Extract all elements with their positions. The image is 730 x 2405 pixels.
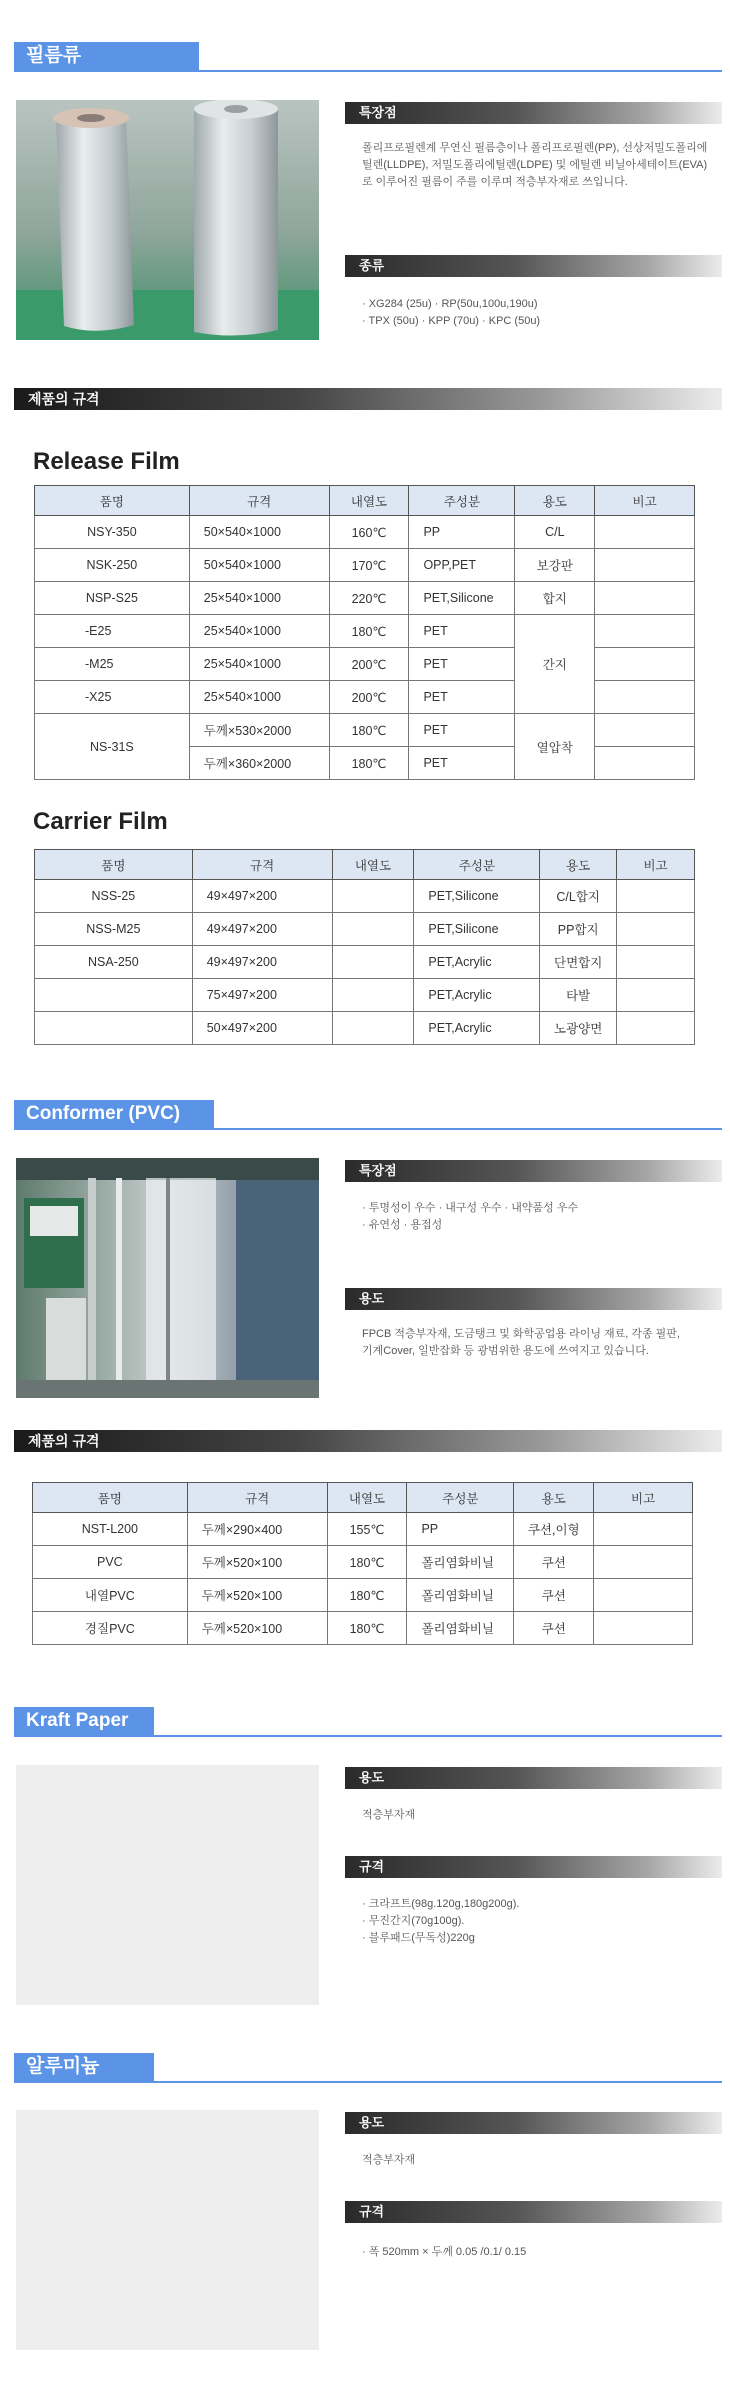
col-header: 품명 [35,486,190,516]
cell: PET [409,747,515,780]
table-row [35,582,695,615]
cell: 200℃ [329,648,409,681]
aluminum-section-title: 알루미늄 [14,2053,154,2081]
cell: C/L합지 [540,880,617,913]
merged-use-cell: 간지 [515,615,595,714]
cell: -X25 [35,681,190,714]
cell [595,582,695,615]
table-row [35,714,695,747]
table-header-row [33,1483,693,1513]
cell [35,979,193,1012]
cell: 노광양면 [540,1012,617,1045]
col-header: 비고 [617,850,695,880]
table-row [35,946,695,979]
col-header: 규격 [192,850,332,880]
cell: OPP,PET [409,549,515,582]
cell [595,549,695,582]
cell: NSS-M25 [35,913,193,946]
table-row [33,1513,693,1546]
cell: 쿠션 [514,1579,594,1612]
aluminum-spec-line-1: · 폭 520mm × 두께 0.05 /0.1/ 0.15 [362,2246,527,2258]
cell: 단면합지 [540,946,617,979]
cell [594,1546,693,1579]
table-row [35,615,695,648]
cell [595,516,695,549]
film-section-rule [14,70,722,72]
cell: 180℃ [327,1546,407,1579]
cell: 쿠션 [514,1612,594,1645]
kraft-image-placeholder [16,1765,319,2005]
table-row [33,1546,693,1579]
cell: 220℃ [329,582,409,615]
cell [595,747,695,780]
cell: PP합지 [540,913,617,946]
cell: PVC [33,1546,188,1579]
cell [332,1012,414,1045]
table-row [35,979,695,1012]
table-row [35,681,695,714]
cell: NSS-25 [35,880,193,913]
cell: 두께×520×100 [187,1579,327,1612]
col-header: 용도 [514,1483,594,1513]
aluminum-use-bar: 용도 [345,2112,722,2134]
kraft-use-bar: 용도 [345,1767,722,1789]
cell [617,1012,695,1045]
col-header: 용도 [515,486,595,516]
kraft-use-text: 적층부자재 [362,1809,416,1821]
cell: 보강판 [515,549,595,582]
conformer-use-bar: 용도 [345,1288,722,1310]
film-rolls-photo [16,100,319,340]
film-section-title: 필름류 [14,42,199,70]
cell: PET,Silicone [414,880,540,913]
cell: 180℃ [329,747,409,780]
cell: 폴리염화비닐 [407,1612,514,1645]
col-header: 주성분 [414,850,540,880]
cell [332,946,414,979]
cell: PET,Silicone [414,913,540,946]
pvc-table [32,1482,693,1645]
cell: 쿠션,이형 [514,1513,594,1546]
col-header: 규격 [187,1483,327,1513]
conformer-features-bar: 특장점 [345,1160,722,1182]
kraft-spec-line-3: · 블루패드(무독성)220g [362,1932,475,1944]
cell: PET,Acrylic [414,979,540,1012]
conformer-section-header [14,1100,722,1130]
cell: PET,Acrylic [414,1012,540,1045]
cell: 두께×360×2000 [189,747,329,780]
cell: 25×540×1000 [189,615,329,648]
merged-use-cell: 열압착 [515,714,595,780]
conformer-features-line-2: · 유연성 · 용접성 [362,1219,443,1231]
cell: PET [409,615,515,648]
cell: PET [409,648,515,681]
table-row [35,648,695,681]
cell: 180℃ [327,1612,407,1645]
cell [595,648,695,681]
cell [617,880,695,913]
conformer-use-text: FPCB 적층부자재, 도금탱크 및 화학공업용 라이닝 재료, 각종 필판, 기계Cover, 일반잡화 등 광범위한 용도에 쓰여지고 있습니다. [362,1328,680,1357]
conformer-machine-photo [16,1158,319,1398]
cell: 두께×520×100 [187,1612,327,1645]
kraft-spec-bar: 규격 [345,1856,722,1878]
cell: PP [407,1513,514,1546]
table-header-row [35,850,695,880]
col-header: 규격 [189,486,329,516]
cell: NSA-250 [35,946,193,979]
kraft-section-header [14,1707,722,1737]
cell: 50×540×1000 [189,549,329,582]
release-film-title: Release Film [33,448,180,475]
cell: PET,Silicone [409,582,515,615]
cell: 합지 [515,582,595,615]
cell: NSP-S25 [35,582,190,615]
cell: 50×497×200 [192,1012,332,1045]
carrier-film-title: Carrier Film [33,808,168,835]
cell: 25×540×1000 [189,648,329,681]
col-header: 비고 [595,486,695,516]
cell: 49×497×200 [192,913,332,946]
cell: 두께×290×400 [187,1513,327,1546]
cell [332,880,414,913]
cell: C/L [515,516,595,549]
cell [595,615,695,648]
cell [595,681,695,714]
cell: NSK-250 [35,549,190,582]
cell: 200℃ [329,681,409,714]
film-features-bar: 특장점 [345,102,722,124]
col-header: 내열도 [332,850,414,880]
cell [332,979,414,1012]
cell: 쿠션 [514,1546,594,1579]
cell: 25×540×1000 [189,582,329,615]
aluminum-section-rule [14,2081,722,2083]
film-types-bar: 종류 [345,255,722,277]
cell [617,946,695,979]
cell: -E25 [35,615,190,648]
aluminum-use-text: 적층부자재 [362,2154,416,2166]
cell: 49×497×200 [192,880,332,913]
conformer-section-title: Conformer (PVC) [14,1100,214,1128]
cell: PET,Acrylic [414,946,540,979]
film-features-text: 폴리프로필렌계 무연신 필름층이나 폴리프로필렌(PP), 선상저밀도폴리에틸렌(LLDPE), 저밀도폴리에틸렌(LDPE) 및 에틸렌 비닐아세테이트(EVA)로 이루어진 필름이 주를 이루며 적층부자재로 쓰입니다. [362,142,708,188]
cell [594,1612,693,1645]
col-header: 비고 [594,1483,693,1513]
film-types-line-1: · XG284 (25u) · RP(50u,100u,190u) [362,298,538,310]
cell: 180℃ [329,615,409,648]
carrier-film-table [34,849,695,1045]
cell: PET [409,714,515,747]
aluminum-spec-bar: 규격 [345,2201,722,2223]
cell: 75×497×200 [192,979,332,1012]
conformer-features-line-1: · 투명성이 우수 · 내구성 우수 · 내약품성 우수 [362,1202,579,1214]
kraft-spec-line-1: · 크라프트(98g.120g,180g200g). [362,1898,520,1910]
cell: -M25 [35,648,190,681]
table-row [35,549,695,582]
cell: 49×497×200 [192,946,332,979]
table-row [35,880,695,913]
merged-name-cell: NS-31S [35,714,190,780]
cell: 폴리염화비닐 [407,1546,514,1579]
cell: 타발 [540,979,617,1012]
kraft-spec-line-2: · 무진간지(70g100g). [362,1915,465,1927]
aluminum-image-placeholder [16,2110,319,2350]
col-header: 품명 [35,850,193,880]
cell: 경질PVC [33,1612,188,1645]
cell: NSY-350 [35,516,190,549]
col-header: 내열도 [329,486,409,516]
cell [35,1012,193,1045]
cell [594,1579,693,1612]
cell: PET [409,681,515,714]
col-header: 주성분 [409,486,515,516]
cell: 180℃ [327,1579,407,1612]
col-header: 내열도 [327,1483,407,1513]
cell [332,913,414,946]
cell: PP [409,516,515,549]
cell: 폴리염화비닐 [407,1579,514,1612]
specs-bar-1: 제품의 규격 [14,388,722,410]
cell: 내열PVC [33,1579,188,1612]
table-row [35,1012,695,1045]
film-section-header [14,42,722,72]
cell: 두께×530×2000 [189,714,329,747]
kraft-section-rule [14,1735,722,1737]
cell [617,979,695,1012]
table-row [33,1612,693,1645]
specs-bar-2: 제품의 규격 [14,1430,722,1452]
cell: 155℃ [327,1513,407,1546]
cell: 두께×520×100 [187,1546,327,1579]
cell: 160℃ [329,516,409,549]
table-row [35,913,695,946]
cell [617,913,695,946]
cell: NST-L200 [33,1513,188,1546]
table-header-row [35,486,695,516]
table-row [35,516,695,549]
aluminum-section-header [14,2053,722,2083]
col-header: 주성분 [407,1483,514,1513]
col-header: 품명 [33,1483,188,1513]
kraft-section-title: Kraft Paper [14,1707,154,1735]
col-header: 용도 [540,850,617,880]
film-types-line-2: · TPX (50u) · KPP (70u) · KPC (50u) [362,315,541,327]
cell: 180℃ [329,714,409,747]
cell: 25×540×1000 [189,681,329,714]
cell [594,1513,693,1546]
cell: 170℃ [329,549,409,582]
conformer-section-rule [14,1128,722,1130]
cell [595,714,695,747]
release-film-table [34,485,695,780]
cell: 50×540×1000 [189,516,329,549]
table-row [33,1579,693,1612]
